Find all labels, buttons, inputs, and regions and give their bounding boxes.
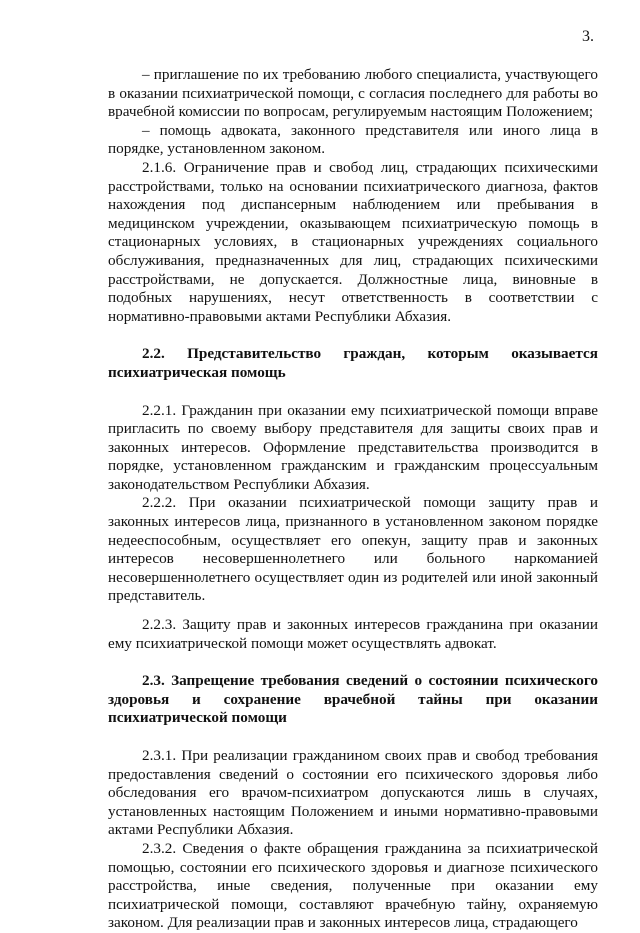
- paragraph-2-2-2: 2.2.2. При оказании психиатрической помощи защиту прав и законных интересов лица, признанного в установленном законом порядке недееспособным, осуществляет его опекун, защиту прав и законных интересов несовершеннолетнего или больного наркоманией несовершеннолетнего осуществляет один из родителей или иной законный представитель.: [108, 494, 598, 605]
- page-number: 3.: [582, 28, 594, 45]
- section-heading-2-2: 2.2. Представительство граждан, которым оказывается психиатрическая помощь: [108, 345, 598, 381]
- paragraph-2-1-6: 2.1.6. Ограничение прав и свобод лиц, страдающих психическими расстройствами, только на основании психиатрического диагноза, фактов нахождения под диспансерным наблюдением или пребывания в медицинском учреждении, оказывающем психиатрическую помощь в стационарных условиях, в стационарных учреждениях социального обслуживания, предназначенных для лиц, страдающих психическими расстройствами, не допускается. Должностные лица, виновные в подобных нарушениях, несут ответственность в соответствии с нормативно-правовыми актами Республики Абхазия.: [108, 158, 598, 325]
- paragraph-lawyer-help: – помощь адвоката, законного представителя или иного лица в порядке, установленном законом.: [108, 121, 598, 158]
- section-heading-2-3: 2.3. Запрещение требования сведений о состоянии психического здоровья и сохранение врачебной тайны при оказании психиатрической помощи: [108, 672, 598, 727]
- paragraph-2-3-1: 2.3.1. При реализации гражданином своих прав и свобод требования предоставления сведений о состоянии его психического здоровья либо обследования его врачом-психиатром допускаются лишь в случаях, установленных настоящим Положением и иными нормативно-правовыми актами Республики Абхазия.: [108, 747, 598, 839]
- paragraph-invitation-specialist: – приглашение по их требованию любого специалиста, участвующего в оказании психиатрической помощи, с согласия последнего для работы во врачебной комиссии по вопросам, регулируемым настоящим Положением;: [108, 66, 598, 121]
- paragraph-2-2-3: 2.2.3. Защиту прав и законных интересов гражданина при оказании ему психиатрической помощи может осуществлять адвокат.: [108, 616, 598, 652]
- paragraph-2-2-1: 2.2.1. Гражданин при оказании ему психиатрической помощи вправе пригласить по своему выбору представителя для защиты своих прав и законных интересов. Оформление представительства производится в порядке, установленном гражданским и гражданским процессуальным законодательством Республики Абхазия.: [108, 401, 598, 493]
- document-body: [108, 66, 598, 933]
- paragraph-2-3-2: 2.3.2. Сведения о факте обращения гражданина за психиатрической помощью, состоянии его психического здоровья и диагнозе психического расстройства, иные сведения, полученные при оказании ему психиатрической помощи, составляют врачебную тайну, охраняемую законом. Для реализации прав и законных интересов лица, страдающего: [108, 839, 598, 932]
